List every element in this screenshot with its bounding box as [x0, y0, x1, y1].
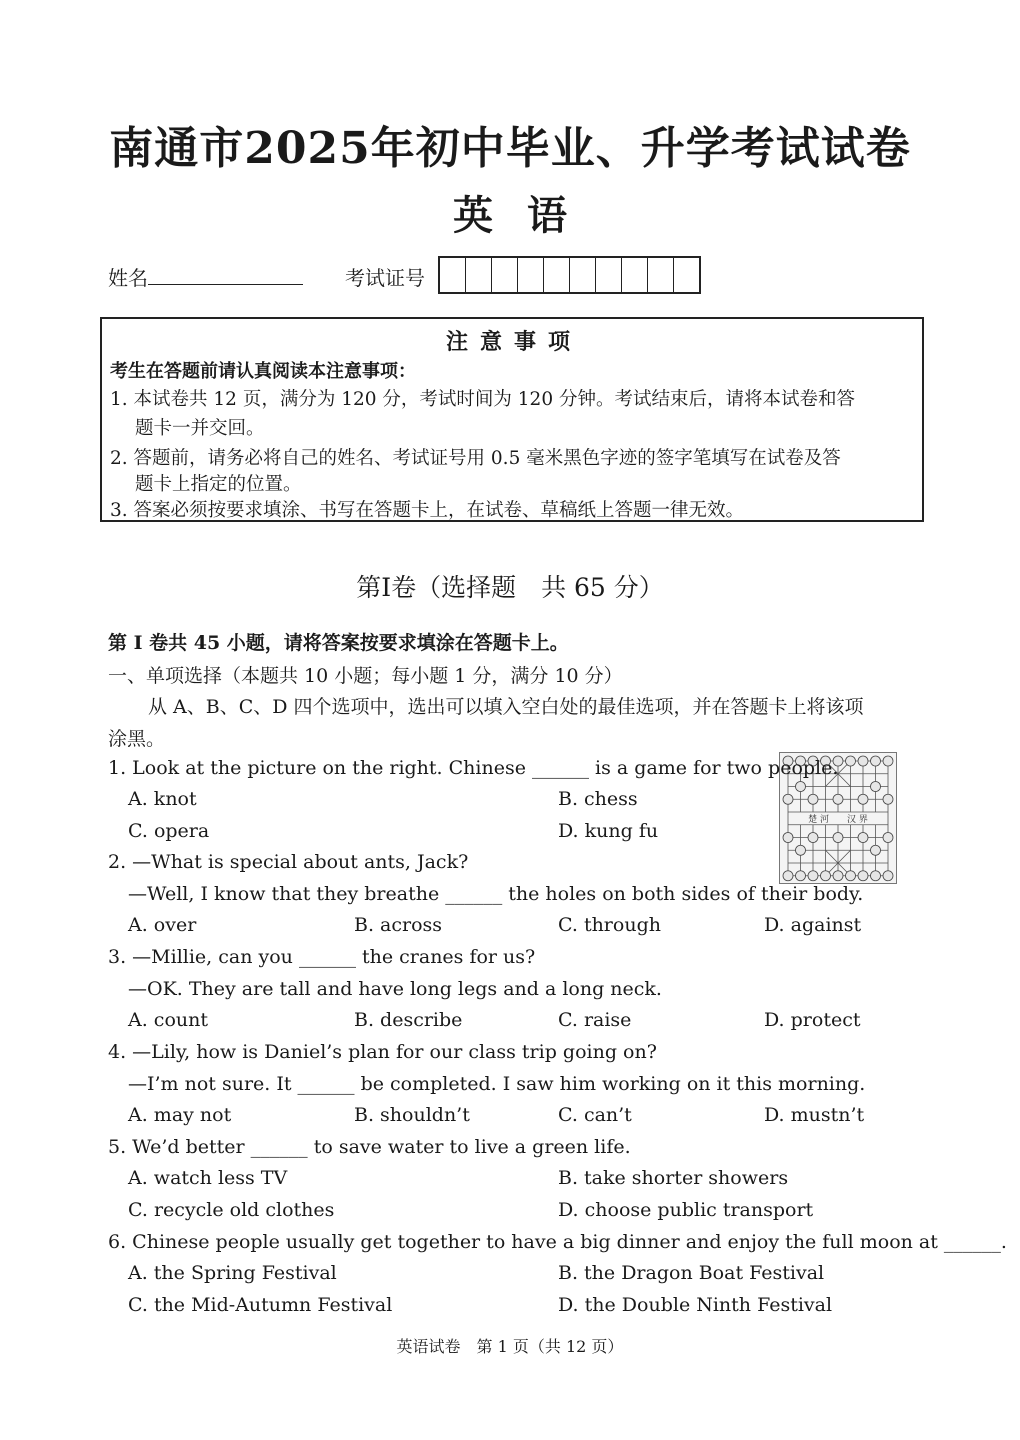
q3-option-d: D. protect	[764, 1009, 861, 1031]
notice-box	[100, 317, 924, 522]
chess-piece	[883, 833, 893, 843]
q5-stem: 5. We’d better ______ to save water to live a green life.	[108, 1136, 631, 1158]
subject-title: 英语	[453, 192, 601, 239]
page-footer: 英语试卷 第 1 页（共 12 页）	[396, 1337, 624, 1356]
chess-piece	[783, 871, 793, 881]
q3-stem-2: —OK. They are tall and have long legs and a long neck.	[128, 978, 662, 1000]
chess-piece	[833, 833, 843, 843]
q2-stem-2: —Well, I know that they breathe ______ the holes on both sides of their body.	[128, 883, 864, 905]
chess-piece	[796, 871, 806, 881]
notice-item-1-cont: 题卡一并交回。	[135, 418, 265, 439]
name-label: 姓名	[108, 266, 148, 290]
name-field[interactable]	[148, 284, 303, 285]
exam-title: 南通市2025年初中毕业、升学考试试卷	[109, 123, 911, 174]
exam-no-label: 考试证号	[345, 266, 425, 290]
chess-piece	[846, 756, 856, 766]
chess-piece	[796, 845, 806, 855]
q2-option-a: A. over	[128, 914, 197, 936]
chess-river-text: 楚 河 汉 界	[808, 815, 868, 825]
instruction-line-1: 从 A、B、C、D 四个选项中，选出可以填入空白处的最佳选项，并在答题卡上将该项	[148, 696, 864, 718]
chess-piece	[883, 871, 893, 881]
q6-option-d: D. the Double Ninth Festival	[558, 1294, 833, 1316]
notice-item-2-cont: 题卡上指定的位置。	[135, 474, 302, 495]
q3-option-a: A. count	[128, 1009, 208, 1031]
chess-piece	[858, 833, 868, 843]
chess-piece	[858, 871, 868, 881]
q1-option-a: A. knot	[128, 788, 197, 810]
notice-heading: 考生在答题前请认真阅读本注意事项：	[110, 361, 416, 382]
q6-option-c: C. the Mid-Autumn Festival	[128, 1294, 393, 1316]
q4-option-d: D. mustn’t	[764, 1104, 865, 1126]
chess-piece	[808, 794, 818, 804]
notice-item-3: 3. 答案必须按要求填涂、书写在答题卡上，在试卷、草稿纸上答题一律无效。	[110, 500, 745, 521]
q1-option-d: D. kung fu	[558, 820, 659, 842]
q4-option-a: A. may not	[128, 1104, 232, 1126]
q4-option-b: B. shouldn’t	[354, 1104, 470, 1126]
q2-option-b: B. across	[354, 914, 443, 936]
chess-piece	[808, 871, 818, 881]
chess-piece	[871, 782, 881, 792]
chess-piece	[783, 833, 793, 843]
chess-piece	[821, 871, 831, 881]
q1-option-b: B. chess	[558, 788, 638, 810]
q5-option-d: D. choose public transport	[558, 1199, 814, 1221]
q3-option-c: C. raise	[558, 1009, 632, 1031]
q4-stem-2: —I’m not sure. It ______ be completed. I saw him working on it this morning.	[128, 1073, 866, 1095]
section-intro: 第 I 卷共 45 小题，请将答案按要求填涂在答题卡上。	[108, 632, 569, 654]
q2-stem-1: 2. —What is special about ants, Jack?	[108, 851, 469, 873]
notice-item-1: 1. 本试卷共 12 页，满分为 120 分，考试时间为 120 分钟。考试结束后，请将本试卷和答	[110, 389, 855, 410]
notice-title: 注意事项	[445, 329, 582, 355]
chess-piece	[858, 794, 868, 804]
part-title: 一、单项选择（本题共 10 小题；每小题 1 分，满分 10 分）	[108, 665, 623, 687]
chess-piece	[833, 871, 843, 881]
chess-piece	[871, 871, 881, 881]
q5-option-a: A. watch less TV	[128, 1167, 288, 1189]
q3-option-b: B. describe	[354, 1009, 463, 1031]
q4-option-c: C. can’t	[558, 1104, 632, 1126]
q5-option-c: C. recycle old clothes	[128, 1199, 335, 1221]
chess-piece	[783, 794, 793, 804]
chess-piece	[833, 794, 843, 804]
exam-no-boxes[interactable]	[438, 256, 701, 294]
q1-option-c: C. opera	[128, 820, 210, 842]
q3-stem-1: 3. —Millie, can you ______ the cranes for us?	[108, 946, 536, 968]
instruction-line-2: 涂黑。	[108, 728, 166, 750]
q5-option-b: B. take shorter showers	[558, 1167, 789, 1189]
chess-piece	[871, 845, 881, 855]
q2-option-c: C. through	[558, 914, 661, 936]
q6-stem: 6. Chinese people usually get together to have a big dinner and enjoy the full moon at ______.	[108, 1231, 1007, 1253]
section-title: 第I卷（选择题 共 65 分）	[356, 573, 664, 602]
chess-piece	[883, 756, 893, 766]
notice-item-2: 2. 答题前，请务必将自己的姓名、考试证号用 0.5 毫米黑色字迹的签字笔填写在试卷及答	[110, 448, 841, 469]
q4-stem-1: 4. —Lily, how is Daniel’s plan for our class trip going on?	[108, 1041, 657, 1063]
q6-option-a: A. the Spring Festival	[128, 1262, 337, 1284]
q6-option-b: B. the Dragon Boat Festival	[558, 1262, 825, 1284]
q2-option-d: D. against	[764, 914, 862, 936]
chess-piece	[883, 794, 893, 804]
chess-piece	[858, 756, 868, 766]
chess-piece	[796, 782, 806, 792]
chess-piece	[846, 871, 856, 881]
q1-stem: 1. Look at the picture on the right. Chinese ______ is a game for two people.	[108, 757, 839, 779]
chess-piece	[871, 756, 881, 766]
chess-piece	[808, 833, 818, 843]
